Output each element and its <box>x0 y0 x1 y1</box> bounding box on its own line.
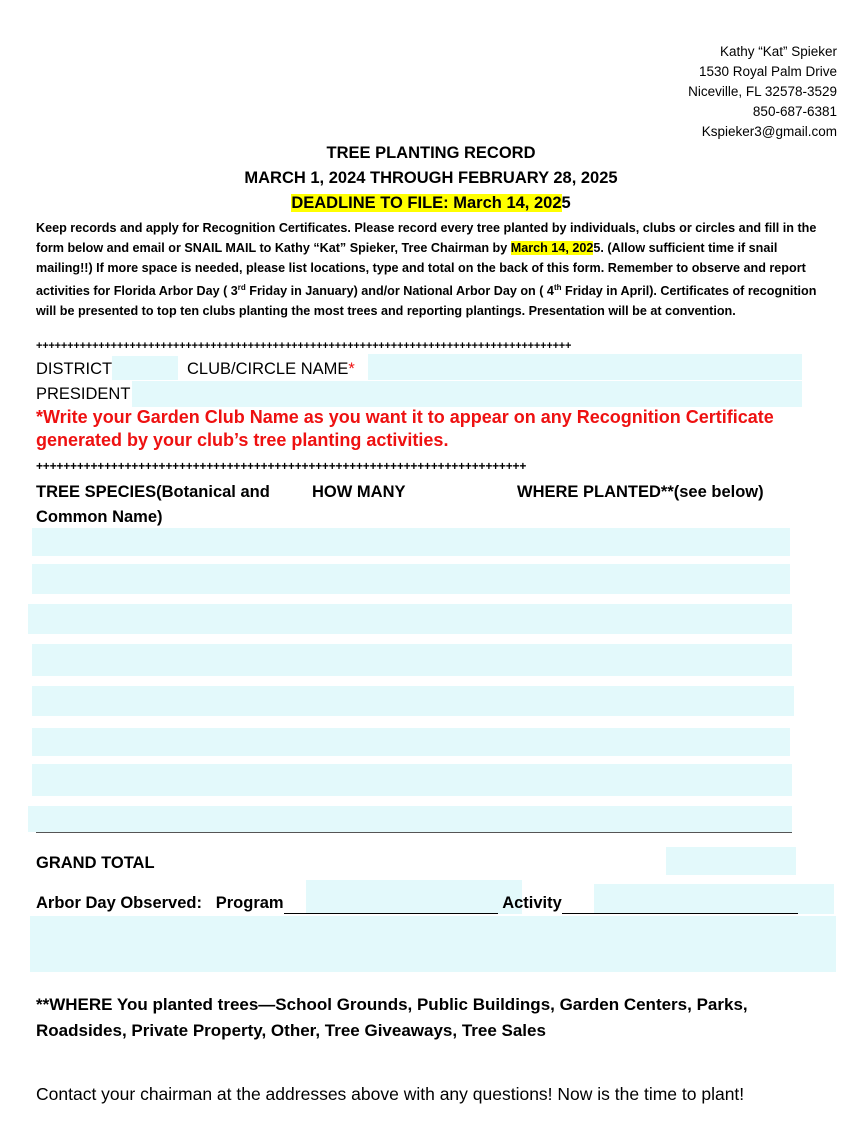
deadline-tail: 5 <box>561 194 571 212</box>
ordinal-rd: rd <box>237 283 246 292</box>
president-field[interactable] <box>132 381 802 407</box>
instructions-date-highlight: March 14, 202 <box>510 241 594 255</box>
entry-row-5[interactable] <box>32 686 794 716</box>
entry-row-1[interactable] <box>32 528 790 556</box>
program-blank[interactable] <box>284 894 498 914</box>
where-planted-note: **WHERE You planted trees—School Grounds, Public Buildings, Garden Centers, Parks, Roadsides, Private Property, Other, Tree Giveaways, Tree Sales <box>36 995 748 1040</box>
entry-row-2[interactable] <box>32 564 790 594</box>
arbor-day-row <box>36 894 798 914</box>
contact-name: Kathy “Kat” Spieker <box>719 44 837 59</box>
program-label: Program <box>215 894 284 912</box>
district-label: DISTRICT <box>36 360 113 378</box>
instructions-paragraph <box>36 218 836 321</box>
contact-block <box>688 42 837 142</box>
instructions-text-1: Keep records and apply for Recognition Certificates. Please record every tree planted by individuals, clubs or circles and fill in the form below and email or SNAIL MAIL to Kathy “Kat” Spieker, Tree Chairman by <box>36 221 817 255</box>
arbor-details-field[interactable] <box>30 916 836 972</box>
club-name-label <box>187 360 355 379</box>
ordinal-th: th <box>553 283 562 292</box>
activity-label: Activity <box>502 894 562 912</box>
deadline-highlight: DEADLINE TO FILE: March 14, 202 <box>291 194 562 212</box>
grand-total-label: GRAND TOTAL <box>36 854 155 872</box>
club-name-label-text: CLUB/CIRCLE NAME <box>187 360 349 378</box>
contact-phone: 850-687-6381 <box>752 104 837 119</box>
instructions-text-3: Friday in January) and/or National Arbor Day on ( 4 <box>245 284 554 299</box>
column-header-species: TREE SPECIES(Botanical and Common Name) <box>36 483 270 526</box>
separator-line-2: ++++++++++++++++++++++++++++++++++++++++++++++++++++++++++++++++++++++++ <box>36 459 527 473</box>
entry-row-3[interactable] <box>28 604 792 634</box>
instructions-text-4: Friday in April). Certificates of recognition will be presented to top ten clubs planting the most trees and reporting plantings. Presentation will be at convention. <box>36 284 817 319</box>
separator-line: ++++++++++++++++++++++++++++++++++++++++++++++++++++++++++++++++++++++++++++++++++++++ <box>36 340 572 352</box>
table-bottom-rule <box>36 832 792 833</box>
arbor-day-label: Arbor Day Observed: <box>36 894 202 912</box>
entry-row-4[interactable] <box>32 644 792 676</box>
date-range: MARCH 1, 2024 THROUGH FEBRUARY 28, 2025 <box>244 169 618 187</box>
form-title: TREE PLANTING RECORD <box>326 144 536 162</box>
closing-message: Contact your chairman at the addresses above with any questions! Now is the time to plant! <box>36 1084 745 1104</box>
deadline <box>0 194 862 213</box>
district-field[interactable] <box>112 356 178 380</box>
required-asterisk: * <box>348 360 355 378</box>
grand-total-field[interactable] <box>666 847 796 875</box>
entry-row-6[interactable] <box>32 728 790 756</box>
club-name-field[interactable] <box>368 354 802 380</box>
contact-email: Kspieker3@gmail.com <box>701 124 837 139</box>
president-label: PRESIDENT <box>36 385 131 403</box>
contact-address: 1530 Royal Palm Drive <box>698 64 837 79</box>
activity-blank[interactable] <box>562 894 798 914</box>
club-name-note: *Write your Garden Club Name as you want it to appear on any Recognition Certificate generated by your club’s tree planting activities. <box>36 407 774 450</box>
column-header-how-many: HOW MANY <box>312 483 406 501</box>
instructions-text-2: 5. (Allow sufficient time if snail mailing!!) If more space is needed, please list locations, type and total on the back of this form. Remember to observe and report activities for Florida Arbor Day ( 3 <box>36 241 806 299</box>
contact-city: Niceville, FL 32578-3529 <box>688 84 837 99</box>
entry-row-7[interactable] <box>32 764 792 796</box>
column-header-where: WHERE PLANTED**(see below) <box>517 483 764 501</box>
entry-row-8[interactable] <box>28 806 792 832</box>
